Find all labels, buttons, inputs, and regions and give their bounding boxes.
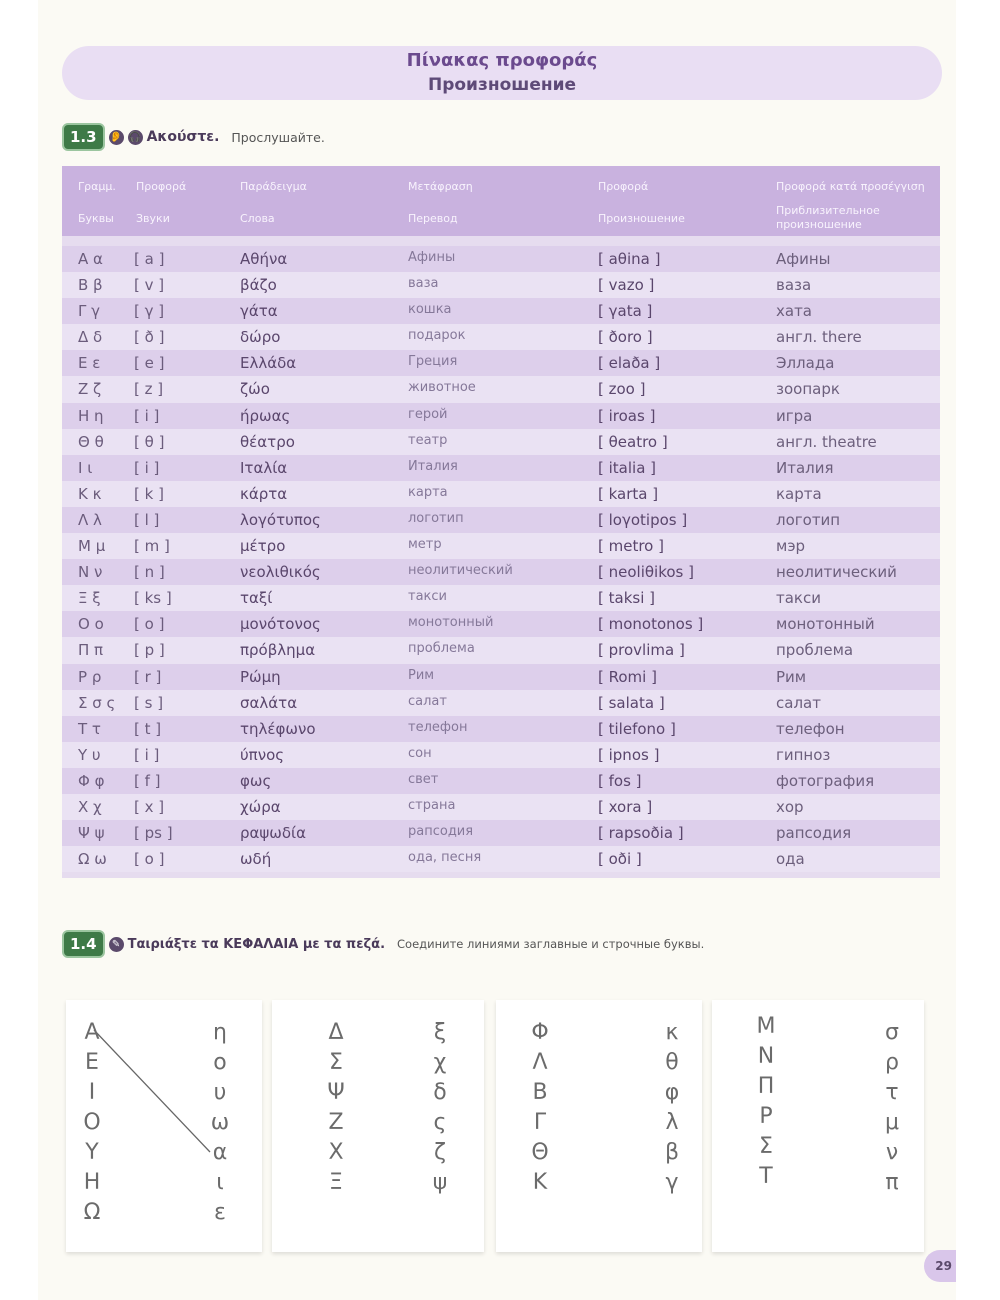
matching-card-2 <box>272 1000 484 1252</box>
cell-letter: Χ χ <box>78 797 102 816</box>
cell-letter: Θ θ <box>78 432 104 451</box>
cell-approx: салат <box>776 693 821 712</box>
header-near-gr: Προφορά κατά προσέγγιση <box>776 180 925 193</box>
uppercase-letter[interactable]: Ο <box>83 1110 101 1135</box>
cell-sound: [ i ] <box>134 406 160 425</box>
cell-letter: Υ υ <box>78 745 101 764</box>
lowercase-letter[interactable]: ς <box>433 1110 447 1135</box>
cell-word: γάτα <box>240 302 278 321</box>
cell-translation: подарок <box>408 328 466 344</box>
cell-word: μέτρο <box>240 537 286 556</box>
table-row <box>62 507 940 533</box>
lowercase-letter[interactable]: υ <box>213 1080 227 1105</box>
cell-translation: проблема <box>408 641 475 657</box>
lowercase-column <box>428 1018 452 1198</box>
lowercase-letter[interactable]: κ <box>665 1020 679 1045</box>
cell-approx: Рим <box>776 667 807 686</box>
cell-letter: Μ μ <box>78 537 106 556</box>
cell-approx: Италия <box>776 458 834 477</box>
cell-sound: [ ps ] <box>134 824 173 843</box>
cell-approx: ваза <box>776 276 812 295</box>
cell-letter: Η η <box>78 406 104 425</box>
exercise-1-3-header <box>62 123 325 151</box>
page-number: 29 <box>924 1250 956 1282</box>
cell-pronunciation: [ oði ] <box>598 850 642 869</box>
table-row <box>62 246 940 272</box>
uppercase-letter[interactable]: Ι <box>88 1080 96 1105</box>
lowercase-letter[interactable]: ρ <box>885 1050 899 1075</box>
page-title-greek: Πίνακας προφοράς <box>406 50 598 71</box>
table-row <box>62 533 940 559</box>
cell-pronunciation: [ γata ] <box>598 302 653 321</box>
cell-approx: игра <box>776 406 813 425</box>
exercise-badge: 1.3 <box>62 123 105 151</box>
header-letters-ru: Буквы <box>78 212 114 225</box>
cell-letter: Σ σ ς <box>78 693 116 712</box>
lowercase-letter[interactable]: η <box>213 1020 227 1045</box>
cell-approx: зоопарк <box>776 380 840 399</box>
cell-translation: ода, песня <box>408 850 482 866</box>
pencil-icon: ✎ <box>109 937 124 952</box>
cell-pronunciation: [ tilefono ] <box>598 719 676 738</box>
lowercase-letter[interactable]: ψ <box>432 1170 448 1195</box>
table-row <box>62 664 940 690</box>
cell-pronunciation: [ iroas ] <box>598 406 656 425</box>
cell-pronunciation: [ loγotipos ] <box>598 510 688 529</box>
cell-approx: Афины <box>776 250 831 268</box>
uppercase-letter[interactable]: Ξ <box>329 1170 343 1195</box>
table-row <box>62 559 940 585</box>
header-trans-gr: Μετάφραση <box>408 180 473 193</box>
cell-translation: Рим <box>408 667 435 683</box>
cell-translation: животное <box>408 380 476 396</box>
uppercase-letter[interactable]: Ω <box>83 1200 101 1225</box>
cell-sound: [ k ] <box>134 484 164 503</box>
cell-translation: свет <box>408 771 439 787</box>
cell-letter: Κ κ <box>78 484 102 503</box>
cell-approx: такси <box>776 589 821 608</box>
lowercase-letter[interactable]: π <box>885 1170 899 1195</box>
cell-sound: [ f ] <box>134 771 161 790</box>
cell-letter: Ζ ζ <box>78 380 102 399</box>
lowercase-letter[interactable]: ω <box>210 1110 230 1135</box>
cell-approx: фотография <box>776 771 875 790</box>
cell-approx: проблема <box>776 641 854 660</box>
cell-word: τηλέφωνο <box>240 719 316 738</box>
cell-word: ύπνος <box>240 745 285 764</box>
cell-letter: Ε ε <box>78 354 101 373</box>
cell-sound: [ l ] <box>134 510 160 529</box>
table-row <box>62 768 940 794</box>
cell-translation: неолитический <box>408 563 513 579</box>
cell-pronunciation: [ θeatro ] <box>598 432 668 451</box>
page-title-russian: Произношение <box>427 75 577 95</box>
cell-approx: Эллада <box>776 354 835 373</box>
lowercase-letter[interactable]: δ <box>433 1080 447 1105</box>
uppercase-letter[interactable]: Η <box>83 1170 101 1195</box>
cell-word: δώρο <box>240 328 281 347</box>
cell-pronunciation: [ salata ] <box>598 693 665 712</box>
lowercase-letter[interactable]: θ <box>665 1050 679 1075</box>
cell-letter: Γ γ <box>78 302 101 321</box>
lowercase-letter[interactable]: ν <box>885 1140 899 1165</box>
cell-approx: мэр <box>776 537 806 556</box>
cell-letter: Ρ ρ <box>78 667 102 686</box>
table-row <box>62 690 940 716</box>
header-words-ru: Слова <box>240 212 275 225</box>
cell-letter: Τ τ <box>78 719 101 738</box>
cell-pronunciation: [ karta ] <box>598 484 659 503</box>
lowercase-letter[interactable]: ζ <box>434 1140 446 1165</box>
cell-translation: монотонный <box>408 615 494 631</box>
cell-letter: Δ δ <box>78 328 103 347</box>
uppercase-letter[interactable]: Λ <box>532 1050 548 1075</box>
cell-approx: англ. theatre <box>776 432 877 451</box>
cell-sound: [ s ] <box>134 693 164 712</box>
cell-sound: [ n ] <box>134 563 165 582</box>
cell-pronunciation: [ taksi ] <box>598 589 655 608</box>
table-row <box>62 611 940 637</box>
cell-sound: [ θ ] <box>134 432 165 451</box>
cell-word: Αθήνα <box>240 250 288 268</box>
header-gap <box>62 236 940 246</box>
cell-sound: [ o ] <box>134 615 165 634</box>
cell-sound: [ i ] <box>134 745 160 764</box>
cell-translation: ваза <box>408 276 439 292</box>
cell-approx: хата <box>776 302 812 321</box>
cell-pronunciation: [ metro ] <box>598 537 664 556</box>
cell-word: ταξί <box>240 589 273 608</box>
table-row <box>62 298 940 324</box>
exercise-badge: 1.4 <box>62 930 105 958</box>
table-row <box>62 637 940 663</box>
table-header <box>62 166 940 236</box>
cell-word: βάζο <box>240 276 277 295</box>
uppercase-letter[interactable]: Π <box>757 1074 775 1099</box>
table-row <box>62 429 940 455</box>
cell-sound: [ ð ] <box>134 328 165 347</box>
lowercase-letter[interactable]: α <box>212 1140 228 1165</box>
cell-approx: хор <box>776 797 804 816</box>
cell-word: φως <box>240 771 272 790</box>
lowercase-letter[interactable]: τ <box>885 1080 899 1105</box>
header-near-ru: Приблизительное произношение <box>776 204 880 231</box>
cell-letter: Ξ ξ <box>78 589 101 608</box>
uppercase-letter[interactable]: Υ <box>85 1140 99 1165</box>
cell-approx: рапсодия <box>776 824 852 843</box>
cell-word: ζώο <box>240 380 270 399</box>
cell-approx: ода <box>776 850 805 869</box>
header-letters-gr: Γραμμ. <box>78 180 116 193</box>
header-pron-gr: Προφορά <box>598 180 649 193</box>
uppercase-letter[interactable]: Ζ <box>328 1110 344 1135</box>
cell-translation: карта <box>408 484 448 500</box>
cell-sound: [ e ] <box>134 354 165 373</box>
cell-pronunciation: [ vazo ] <box>598 276 655 295</box>
cell-word: Ρώμη <box>240 667 281 686</box>
cell-sound: [ o ] <box>134 850 165 869</box>
lowercase-letter[interactable]: μ <box>885 1110 899 1135</box>
cell-pronunciation: [ elaða ] <box>598 354 661 373</box>
cell-translation: метр <box>408 537 442 553</box>
lowercase-letter[interactable]: χ <box>433 1050 447 1075</box>
matching-card-4 <box>712 1000 924 1252</box>
table-row <box>62 585 940 611</box>
pronunciation-table <box>62 166 940 878</box>
cell-word: νεολιθικός <box>240 563 321 582</box>
header-pron-ru: Произношение <box>598 212 685 225</box>
cell-pronunciation: [ fos ] <box>598 771 642 790</box>
lowercase-letter[interactable]: φ <box>664 1080 680 1105</box>
cell-approx: карта <box>776 484 822 503</box>
uppercase-column <box>324 1018 348 1198</box>
table-row <box>62 820 940 846</box>
cell-approx: неолитический <box>776 563 897 582</box>
cell-pronunciation: [ monotonos ] <box>598 615 704 634</box>
cell-sound: [ z ] <box>134 380 164 399</box>
cell-letter: Ν ν <box>78 563 103 582</box>
cell-pronunciation: [ ipnos ] <box>598 745 660 764</box>
cell-sound: [ r ] <box>134 667 162 686</box>
cell-letter: Φ φ <box>78 771 105 790</box>
exercise-1-4-header <box>62 930 704 958</box>
table-row <box>62 350 940 376</box>
cell-word: Ελλάδα <box>240 354 297 373</box>
uppercase-column <box>80 1018 104 1228</box>
lowercase-column <box>208 1018 232 1228</box>
header-words-gr: Παράδειγμα <box>240 180 307 193</box>
lowercase-letter[interactable]: ε <box>214 1200 226 1225</box>
uppercase-letter[interactable]: Σ <box>329 1050 343 1075</box>
uppercase-letter[interactable]: Β <box>532 1080 548 1105</box>
cell-sound: [ ks ] <box>134 589 172 608</box>
lowercase-letter[interactable]: σ <box>885 1020 899 1045</box>
cell-approx: логотип <box>776 510 841 529</box>
table-row <box>62 716 940 742</box>
lowercase-letter[interactable]: λ <box>665 1110 679 1135</box>
cell-pronunciation: [ Romi ] <box>598 667 657 686</box>
cell-letter: Π π <box>78 641 104 660</box>
cell-letter: Ι ι <box>78 458 93 477</box>
cell-word: μονότονος <box>240 615 321 634</box>
cell-pronunciation: [ provlima ] <box>598 641 685 660</box>
cell-sound: [ a ] <box>134 250 165 268</box>
cell-word: ραψωδία <box>240 824 307 843</box>
header-sounds-ru: Звуки <box>136 212 170 225</box>
exercise-instruction-russian: Прослушайте. <box>231 129 325 145</box>
cell-word: σαλάτα <box>240 693 298 712</box>
cell-translation: рапсодия <box>408 824 474 840</box>
lowercase-column <box>880 1018 904 1198</box>
uppercase-letter[interactable]: Σ <box>759 1134 773 1159</box>
lowercase-letter[interactable]: β <box>664 1140 680 1165</box>
cell-sound: [ m ] <box>134 537 170 556</box>
uppercase-letter[interactable]: Ε <box>85 1050 99 1075</box>
cell-word: Ιταλία <box>240 458 288 477</box>
uppercase-letter[interactable]: Μ <box>756 1014 776 1039</box>
lowercase-column <box>660 1018 684 1198</box>
cell-pronunciation: [ xora ] <box>598 797 653 816</box>
cell-word: πρόβλημα <box>240 641 316 660</box>
lowercase-letter[interactable]: ξ <box>433 1020 447 1045</box>
cell-letter: Α α <box>78 250 103 268</box>
exercise-instruction-greek: Ταιριάξτε τα ΚΕΦΑΛΑΙΑ με τα πεζά. <box>127 936 386 952</box>
header-trans-ru: Перевод <box>408 212 458 225</box>
cell-approx: гипноз <box>776 745 831 764</box>
table-row <box>62 455 940 481</box>
title-banner <box>62 46 942 100</box>
cell-approx: телефон <box>776 719 845 738</box>
cell-translation: такси <box>408 589 447 605</box>
table-row <box>62 846 940 872</box>
uppercase-column <box>754 1012 778 1192</box>
cell-word: θέατρο <box>240 432 295 451</box>
cell-translation: Греция <box>408 354 458 370</box>
headphones-icon: 🎧 <box>128 131 142 143</box>
cell-translation: театр <box>408 432 448 448</box>
cell-pronunciation: [ aθina ] <box>598 250 661 268</box>
cell-letter: Β β <box>78 276 103 295</box>
cell-sound: [ p ] <box>134 641 165 660</box>
cell-approx: монотонный <box>776 615 875 634</box>
cell-word: ήρωας <box>240 406 291 425</box>
cell-word: λογότυπος <box>240 510 321 529</box>
cell-sound: [ x ] <box>134 797 165 816</box>
uppercase-letter[interactable]: Ψ <box>327 1080 345 1105</box>
match-line-a-alpha <box>94 1030 210 1152</box>
cell-letter: Λ λ <box>78 510 102 529</box>
cell-pronunciation: [ rapsoðia ] <box>598 824 684 843</box>
matching-card-3 <box>496 1000 702 1252</box>
table-row <box>62 272 940 298</box>
table-row <box>62 742 940 768</box>
cell-translation: логотип <box>408 510 464 526</box>
cell-letter: Ψ ψ <box>78 824 105 843</box>
cell-sound: [ t ] <box>134 719 162 738</box>
cell-pronunciation: [ neoliθikos ] <box>598 563 694 582</box>
cell-sound: [ γ ] <box>134 302 165 321</box>
uppercase-letter[interactable]: Τ <box>759 1164 773 1189</box>
cell-translation: сон <box>408 745 432 761</box>
cell-sound: [ i ] <box>134 458 160 477</box>
lowercase-letter[interactable]: ι <box>216 1170 224 1195</box>
cell-pronunciation: [ italia ] <box>598 458 657 477</box>
uppercase-letter[interactable]: Θ <box>531 1140 549 1165</box>
exercise-instruction-greek: Ακούστε. <box>146 129 220 145</box>
uppercase-letter[interactable]: Ν <box>757 1044 775 1069</box>
table-row <box>62 794 940 820</box>
uppercase-letter[interactable]: Ρ <box>759 1104 773 1129</box>
cell-letter: Ο ο <box>78 615 104 634</box>
uppercase-letter[interactable]: Φ <box>531 1020 549 1045</box>
cell-pronunciation: [ ðoro ] <box>598 328 653 347</box>
uppercase-letter[interactable]: Κ <box>532 1170 548 1195</box>
table-body <box>62 246 940 872</box>
ear-icon: 👂 <box>109 131 123 143</box>
cell-word: κάρτα <box>240 484 288 503</box>
lowercase-letter[interactable]: γ <box>665 1170 679 1195</box>
cell-word: χώρα <box>240 797 281 816</box>
header-sounds-gr: Προφορά <box>136 180 187 193</box>
cell-translation: герой <box>408 406 448 422</box>
cell-sound: [ v ] <box>134 276 165 295</box>
cell-translation: кошка <box>408 302 452 318</box>
uppercase-letter[interactable]: Χ <box>328 1140 344 1165</box>
uppercase-letter[interactable]: Γ <box>533 1110 547 1135</box>
cell-translation: салат <box>408 693 447 709</box>
lowercase-letter[interactable]: ο <box>213 1050 227 1075</box>
table-row <box>62 481 940 507</box>
cell-translation: телефон <box>408 719 468 735</box>
table-row <box>62 403 940 429</box>
cell-approx: англ. there <box>776 328 862 347</box>
table-row <box>62 324 940 350</box>
cell-pronunciation: [ zoo ] <box>598 380 646 399</box>
uppercase-letter[interactable]: Δ <box>328 1020 344 1045</box>
uppercase-letter[interactable]: Α <box>84 1020 100 1045</box>
cell-translation: Афины <box>408 250 456 265</box>
exercise-instruction-russian: Соедините линиями заглавные и строчные буквы. <box>397 937 705 951</box>
table-row <box>62 376 940 402</box>
uppercase-column <box>528 1018 552 1198</box>
cell-letter: Ω ω <box>78 850 107 869</box>
cell-translation: страна <box>408 797 456 813</box>
cell-word: ωδή <box>240 850 272 869</box>
matching-card-1 <box>66 1000 262 1252</box>
cell-translation: Италия <box>408 458 458 474</box>
